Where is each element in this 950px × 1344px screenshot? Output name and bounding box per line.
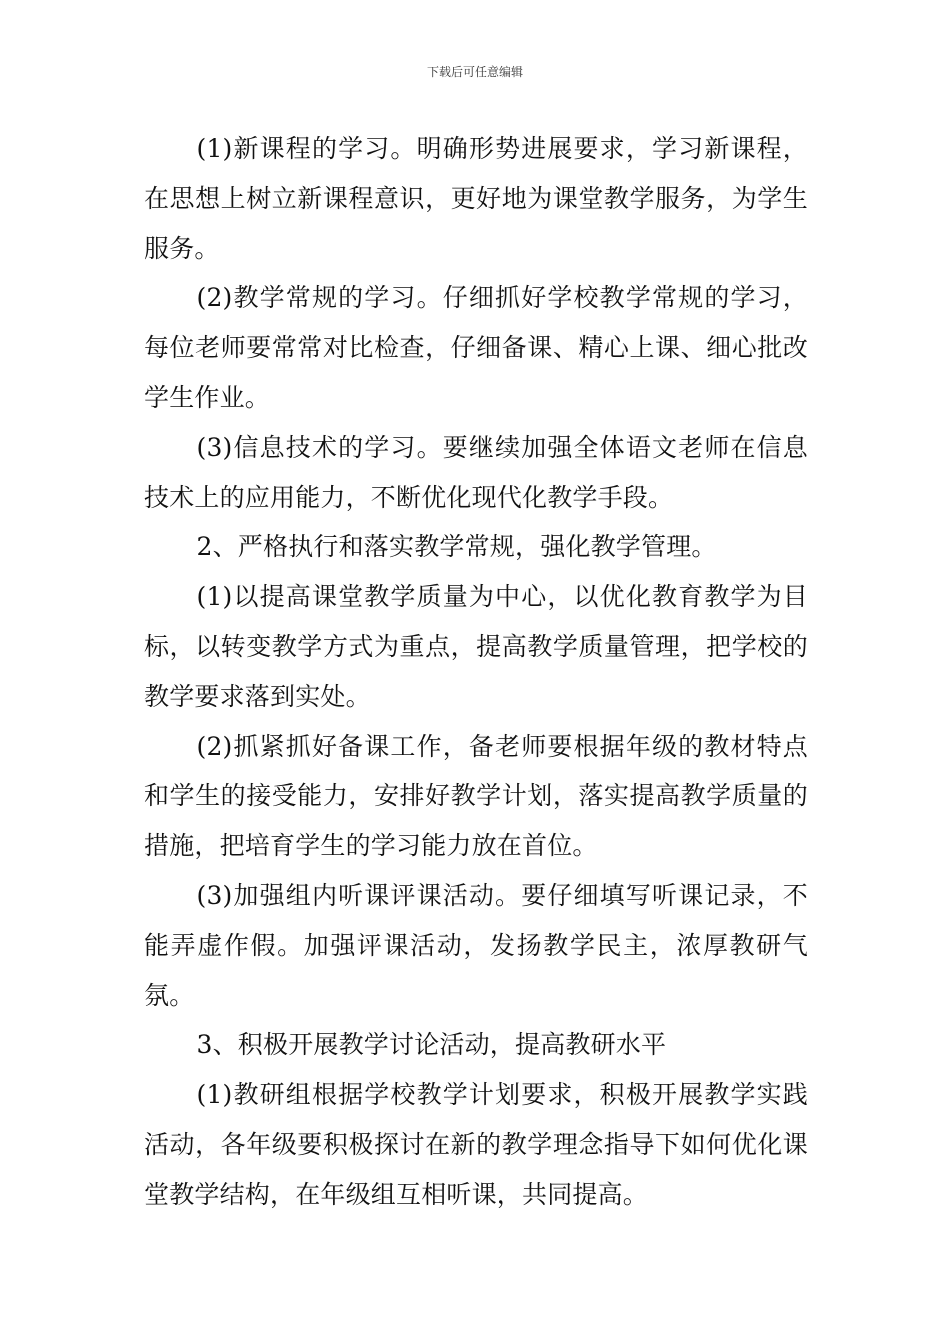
- paragraph-2: (2)教学常规的学习。仔细抓好学校教学常规的学习，每位老师要常常对比检查，仔细备课、精心上课、细心批改学生作业。: [144, 283, 808, 412]
- section-heading-2: 2、严格执行和落实教学常规，强化教学管理。: [196, 532, 717, 562]
- section-heading-3: 3、积极开展教学讨论活动，提高教研水平: [196, 1030, 667, 1060]
- paragraph-4: (1)以提高课堂教学质量为中心，以优化教育教学为目标，以转变教学方式为重点，提高教学质量管理，把学校的教学要求落到实处。: [144, 582, 808, 711]
- header-note: 下载后可任意编辑: [426, 65, 523, 79]
- paragraph-3: (3)信息技术的学习。要继续加强全体语文老师在信息技术上的应用能力，不断优化现代化教学手段。: [144, 432, 808, 512]
- paragraph-5: (2)抓紧抓好备课工作，备老师要根据年级的教材特点和学生的接受能力，安排好教学计划，落实提高教学质量的措施，把培育学生的学习能力放在首位。: [144, 731, 808, 861]
- paragraph-1: (1)新课程的学习。明确形势进展要求，学习新课程，在思想上树立新课程意识，更好地为课堂教学服务，为学生服务。: [144, 134, 808, 263]
- paragraph-6: (3)加强组内听课评课活动。要仔细填写听课记录，不能弄虚作假。加强评课活动，发扬教学民主，浓厚教研气氛。: [144, 880, 808, 1010]
- document-body: [144, 124, 808, 1220]
- paragraph-7: (1)教研组根据学校教学计划要求，积极开展教学实践活动，各年级要积极探讨在新的教学理念指导下如何优化课堂教学结构，在年级组互相听课，共同提高。: [144, 1080, 808, 1209]
